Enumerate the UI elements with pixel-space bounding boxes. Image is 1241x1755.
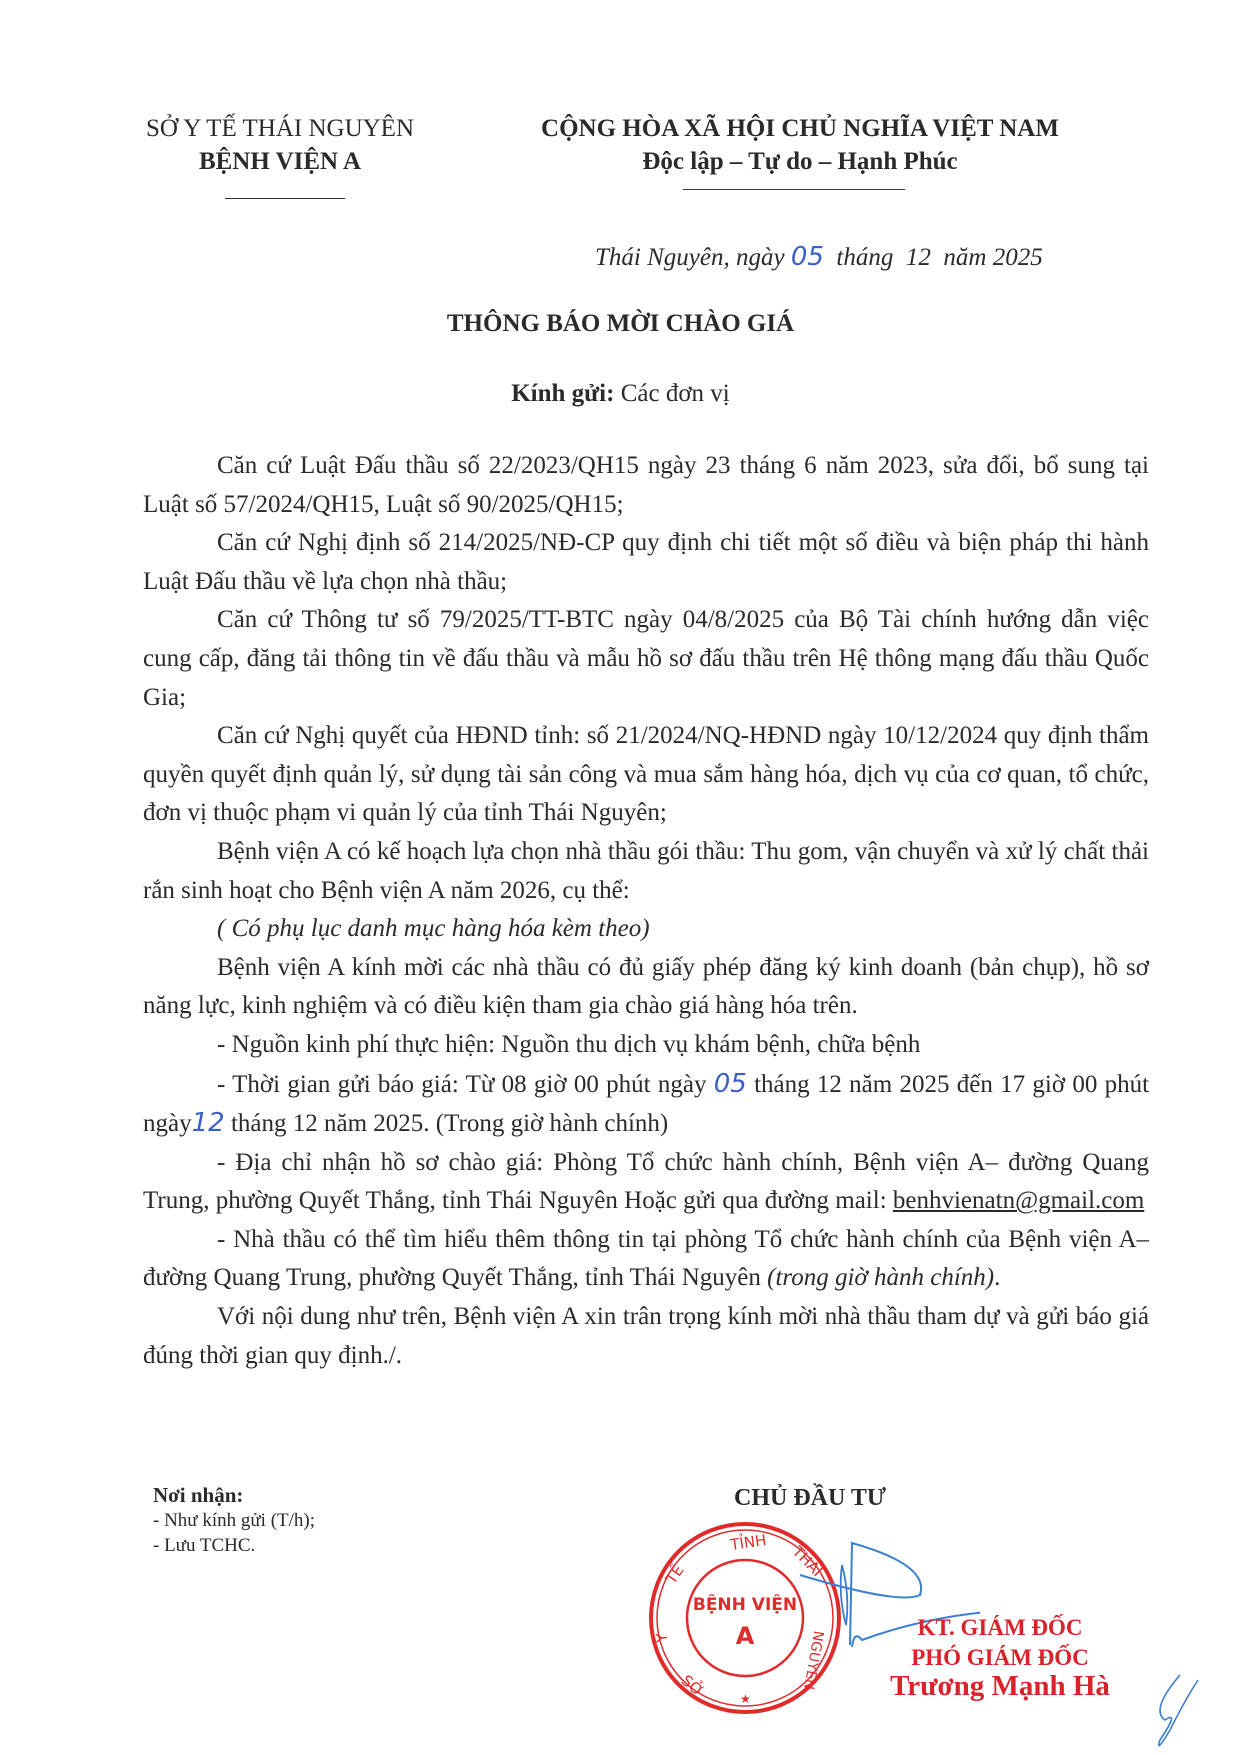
paragraph-submission-time [143, 1065, 1149, 1144]
paragraph-more-info [143, 1221, 1149, 1298]
national-header [480, 112, 1120, 178]
nation-name: CỘNG HÒA XÃ HỘI CHỦ NGHĨA VIỆT NAM [541, 115, 1059, 142]
stamp-ring-left2: TẾ [662, 1561, 688, 1588]
distribution-label: Nơi nhận: [153, 1483, 244, 1507]
date-prefix: Thái Nguyên, ngày [595, 244, 785, 271]
signer-name: Trương Mạnh Hà [890, 1670, 1110, 1702]
stamp-center-line2: A [735, 1622, 755, 1650]
email-link[interactable]: benhvienatn@gmail.com [892, 1187, 1145, 1215]
header-left-divider [225, 198, 345, 199]
handwritten-start-day: 05 [713, 1068, 747, 1099]
handwritten-end-day: 12 [191, 1108, 225, 1139]
submission-time-text: - Thời gian gửi báo giá: Từ 08 giờ 00 phút ngày [217, 1070, 707, 1098]
distribution-list [153, 1483, 315, 1558]
stamp-ring-right2: NGUYÊN [800, 1629, 827, 1691]
issuing-organization [110, 112, 450, 178]
org-hospital: BỆNH VIỆN A [198, 148, 362, 175]
paragraph-funding-source: - Nguồn kinh phí thực hiện: Nguồn thu dịch vụ khám bệnh, chữa bệnh [217, 1030, 921, 1058]
signature-heading: CHỦ ĐẦU TƯ [733, 1485, 886, 1511]
paragraph-submission-address [143, 1144, 1149, 1221]
stamp-star-icon: ★ [740, 1692, 751, 1706]
paragraph-procurement-plan: Bệnh viện A có kế hoạch lựa chọn nhà thầu gói thầu: Thu gom, vận chuyển và xử lý chất thải rắn sinh hoạt cho Bệnh viện A năm 2026, cụ thể: [143, 837, 1149, 904]
paragraph-legal-basis-4: Căn cứ Nghị quyết của HĐND tỉnh: số 21/2024/NQ-HĐND ngày 10/12/2024 quy định thẩm quyền quyết định quản lý, sử dụng tài sản công và mua sắm hàng hóa, dịch vụ của cơ quan, tổ chức, đơn vị thuộc phạm vi quản lý của tỉnh Thái Nguyên; [143, 722, 1149, 827]
recipient-value: Các đơn vị [620, 380, 730, 407]
document-title: THÔNG BÁO MỜI CHÀO GIÁ [446, 310, 795, 337]
paragraph-invitation: Bệnh viện A kính mời các nhà thầu có đủ giấy phép đăng ký kinh doanh (bản chụp), hồ sơ năng lực, kinh nghiệm và có điều kiện tham gia chào giá hàng hóa trên. [143, 953, 1149, 1020]
year-label: năm [943, 244, 987, 271]
paragraph-legal-basis-1: Căn cứ Luật Đấu thầu số 22/2023/QH15 ngày 23 tháng 6 năm 2023, sửa đổi, bổ sung tại Luật số 57/2024/QH15, Luật số 90/2025/QH15; [143, 452, 1149, 518]
signer-title-1: KT. GIÁM ĐỐC [917, 1615, 1083, 1640]
submission-time-text-2: tháng 12 năm 2025 đến 17 giờ 00 phút ngày [143, 1070, 1150, 1138]
recipient-line [0, 380, 1241, 408]
header-right-divider [683, 189, 905, 190]
month-value: 12 [905, 244, 931, 271]
paragraph-legal-basis-3: Căn cứ Thông tư số 79/2025/TT-BTC ngày 04/8/2025 của Bộ Tài chính hướng dẫn việc cung cấp, đăng tải thông tin về đấu thầu và mẫu hồ sơ đấu thầu trên Hệ thông mạng đấu thầu Quốc Gia; [143, 606, 1149, 711]
address-text: - Địa chỉ nhận hồ sơ chào giá: Phòng Tổ chức hành chính, Bệnh viện A– đường Quang Trung, phường Quyết Thắng, tỉnh Thái Nguyên Hoặc gửi qua đường mail: [143, 1148, 1149, 1215]
org-department: SỞ Y TẾ THÁI NGUYÊN [145, 115, 415, 142]
more-info-end: . [994, 1264, 1001, 1292]
signer-title-2: PHÓ GIÁM ĐỐC [911, 1645, 1089, 1670]
document-date [595, 242, 1043, 272]
paragraph-closing: Với nội dung như trên, Bệnh viện A xin trân trọng kính mời nhà thầu tham dự và gửi báo giá đúng thời gian quy định./. [143, 1303, 1149, 1369]
distribution-item: - Như kính gửi (T/h); [153, 1510, 316, 1531]
stamp-ring-top: TỈNH [729, 1531, 768, 1554]
distribution-item: - Lưu TCHC. [153, 1535, 256, 1556]
document-body [143, 447, 1149, 1375]
paragraph-appendix-note: ( Có phụ lục danh mục hàng hóa kèm theo) [217, 915, 650, 943]
national-motto: Độc lập – Tự do – Hạnh Phúc [642, 148, 958, 175]
stamp-ring-right1: THÁI [788, 1542, 827, 1581]
paragraph-legal-basis-2: Căn cứ Nghị định số 214/2025/NĐ-CP quy định chi tiết một số điều và biện pháp thi hành Luật Đấu thầu về lựa chọn nhà thầu; [143, 529, 1149, 595]
stamp-ring-left1: Y [652, 1632, 672, 1644]
more-info-text: - Nhà thầu có thể tìm hiểu thêm thông tin tại phòng Tổ chức hành chính của Bệnh viện A– đường Quang Trung, phường Quyết Thắng, tỉnh Thái Nguyên [143, 1225, 1149, 1292]
stamp-center-line1: BỆNH VIỆN [692, 1595, 798, 1615]
initial-mark-icon [1140, 1670, 1200, 1755]
office-hours-note: (trong giờ hành chính) [767, 1264, 995, 1292]
submission-time-text-3: tháng 12 năm 2025. (Trong giờ hành chính) [230, 1110, 669, 1138]
handwritten-day: 05 [790, 242, 824, 272]
signer-position [850, 1613, 1150, 1673]
stamp-ring-bottom: SỞ [677, 1671, 708, 1701]
month-label: tháng [836, 244, 894, 271]
recipient-label: Kính gửi: [511, 380, 615, 407]
year-value: 2025 [992, 244, 1043, 271]
